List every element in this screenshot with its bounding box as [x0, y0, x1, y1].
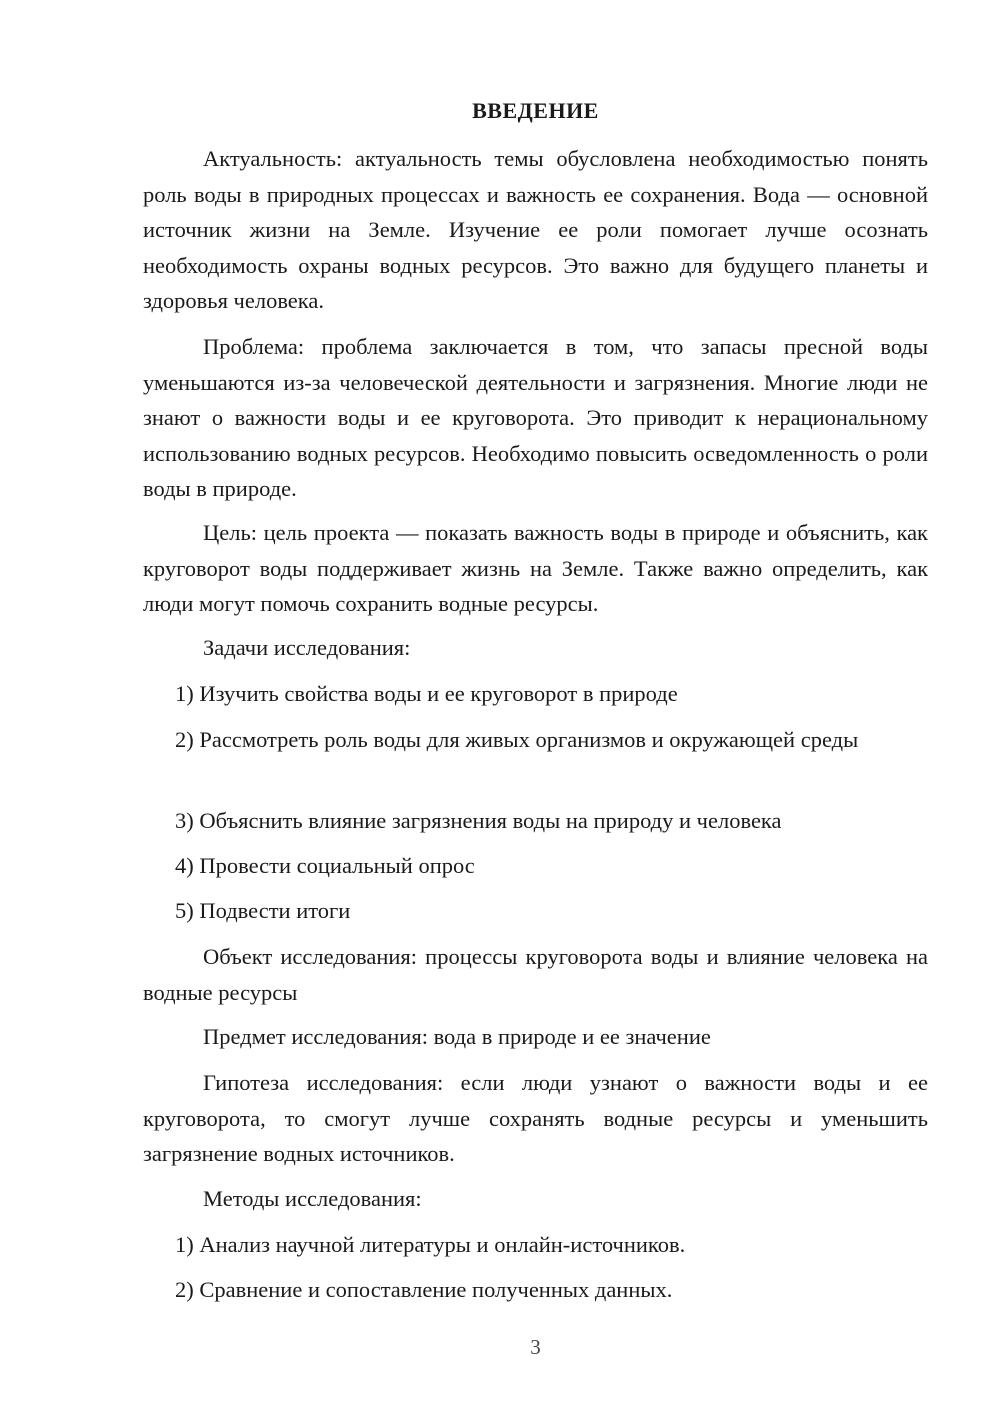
task-item-3: 3) Объяснить влияние загрязнения воды на природу и человека [175, 808, 782, 833]
method-item-2: 2) Сравнение и сопоставление полученных данных. [175, 1277, 673, 1302]
section-title: ВВЕДЕНИЕ [472, 98, 599, 123]
methods-heading: Методы исследования: [203, 1186, 422, 1211]
task-item-2: 2) Рассмотреть роль воды для живых организмов и окружающей среды [175, 727, 859, 752]
object-paragraph: Объект исследования: процессы круговорота воды и влияние человека на водные ресурсы [143, 944, 928, 1005]
page-number: 3 [530, 1335, 541, 1359]
document-page [143, 0, 928, 1414]
relevance-paragraph: Актуальность: актуальность темы обусловлена необходимостью понять роль воды в природных процессах и важность ее сохранения. Вода — основной источник жизни на Земле. Изучение ее роли помогает лучше осознать необходимость охраны водных ресурсов. Это важно для будущего планеты и здоровья человека. [143, 146, 928, 313]
hypothesis-paragraph: Гипотеза исследования: если люди узнают о важности воды и ее круговорота, то смогут лучше сохранять водные ресурсы и уменьшить загрязнение водных источников. [143, 1070, 928, 1166]
task-item-1: 1) Изучить свойства воды и ее круговорот в природе [175, 681, 678, 706]
task-item-4: 4) Провести социальный опрос [175, 853, 475, 878]
task-item-5: 5) Подвести итоги [175, 898, 351, 923]
problem-paragraph: Проблема: проблема заключается в том, что запасы пресной воды уменьшаются из-за человеческой деятельности и загрязнения. Многие люди не знают о важности воды и ее круговорота. Это приводит к нерациональному использованию водных ресурсов. Необходимо повысить осведомленность о роли воды в природе. [143, 334, 928, 501]
subject-paragraph: Предмет исследования: вода в природе и ее значение [203, 1024, 711, 1049]
method-item-1: 1) Анализ научной литературы и онлайн-источников. [175, 1232, 686, 1257]
goal-paragraph: Цель: цель проекта — показать важность воды в природе и объяснить, как круговорот воды поддерживает жизнь на Земле. Также важно определить, как люди могут помочь сохранить водные ресурсы. [143, 520, 928, 616]
tasks-heading: Задачи исследования: [203, 635, 411, 660]
